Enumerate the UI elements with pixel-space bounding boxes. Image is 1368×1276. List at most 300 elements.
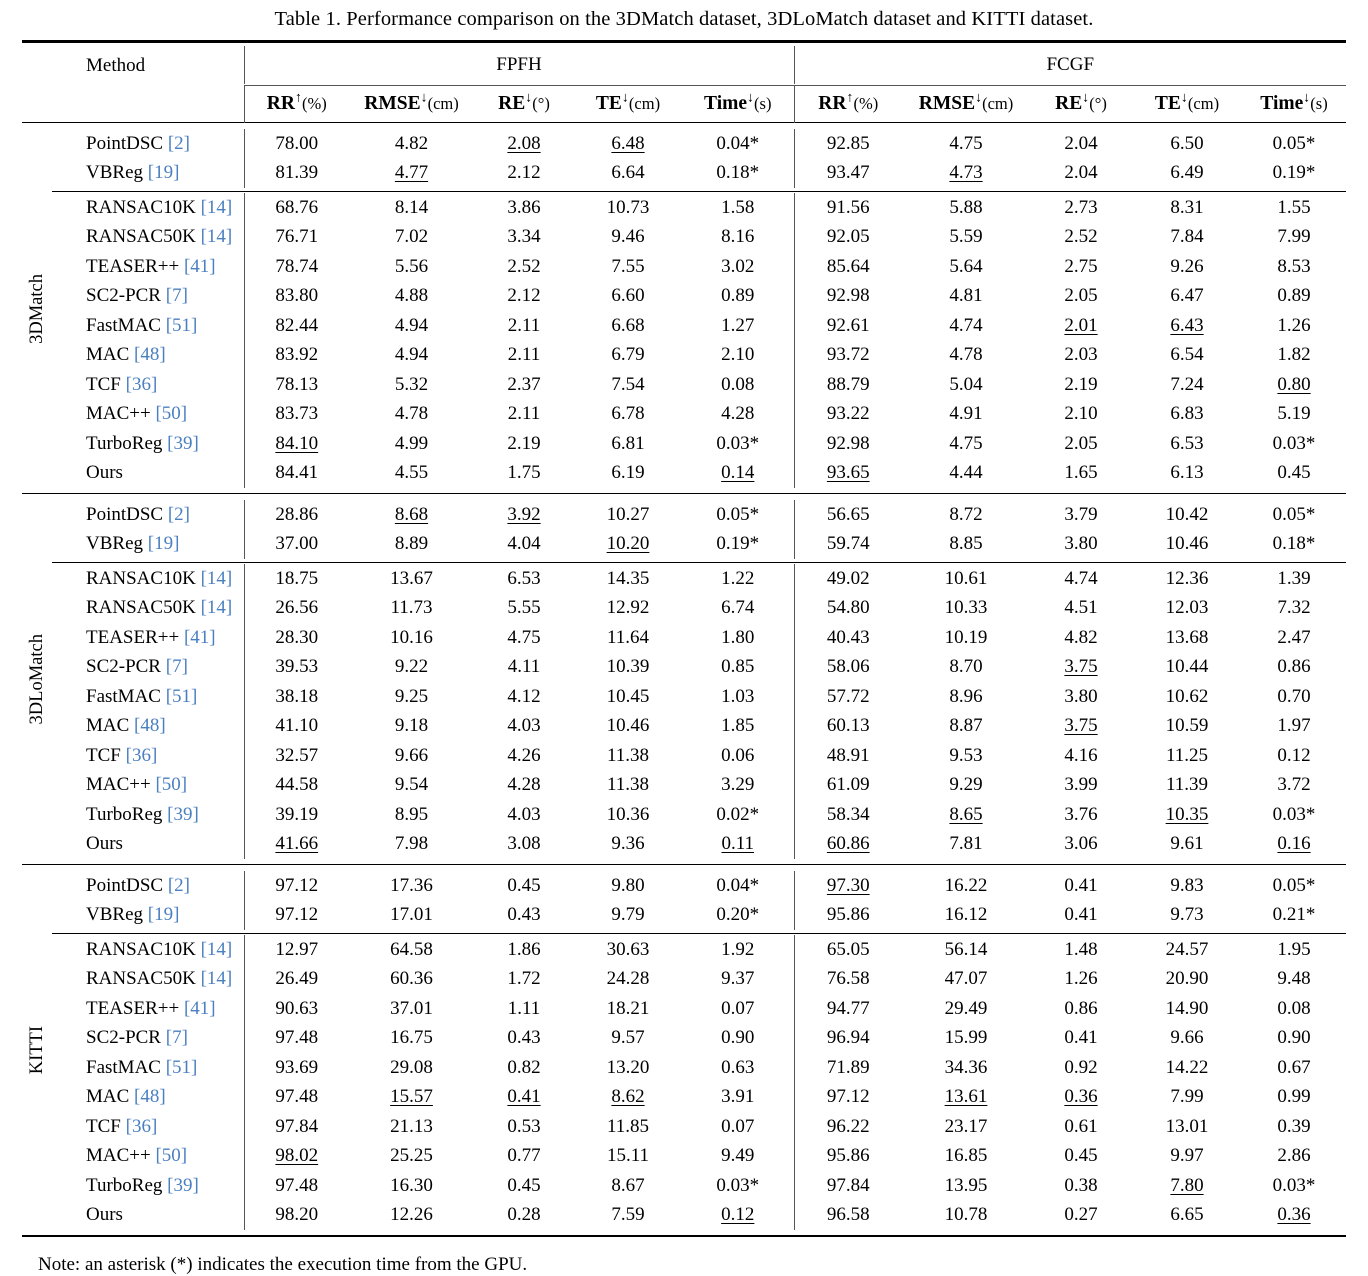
- metric-value-fcgf: 0.45: [1064, 1145, 1098, 1167]
- metric-value-fcgf: 96.94: [794, 1024, 902, 1054]
- citation-number: 14: [206, 226, 226, 248]
- metric-value-fpfh: 9.80: [611, 874, 645, 896]
- citation-reference[interactable]: [39]: [167, 803, 199, 825]
- metric-value-fcgf: 11.25: [1165, 744, 1209, 766]
- metric-value-fcgf: 4.44: [949, 462, 983, 484]
- citation-reference[interactable]: [48]: [134, 1086, 166, 1108]
- metric-value-fcgf: 4.51: [1064, 597, 1098, 619]
- metric-value-fpfh: 76.71: [244, 223, 349, 253]
- metric-value-fcgf: 40.43: [794, 623, 902, 653]
- metric-value-fcgf: 0.12: [1277, 744, 1311, 766]
- metric-value-fcgf: 0.61: [1064, 1115, 1098, 1137]
- metric-value-fcgf: 1.48: [1064, 938, 1098, 960]
- table-row: [22, 400, 1346, 430]
- citation-reference[interactable]: [50]: [155, 403, 188, 425]
- metric-value-fpfh: 0.20*: [716, 904, 760, 926]
- metric-value-fpfh: 9.18: [394, 715, 429, 737]
- metric-value-fcgf: 3.80: [1064, 533, 1098, 555]
- metric-value-fcgf: 34.36: [944, 1056, 988, 1078]
- citation-reference[interactable]: [51]: [165, 685, 198, 707]
- metric-value-fpfh: 28.30: [244, 623, 349, 653]
- metric-arrow-icon: ↓: [975, 90, 983, 106]
- metric-value-fcgf: 5.88: [949, 196, 983, 218]
- metric-value-fpfh: 24.28: [606, 968, 650, 990]
- metric-value-fpfh: 11.38: [606, 774, 650, 796]
- metric-value-fcgf: 0.05*: [1272, 503, 1316, 525]
- table-body: [22, 42, 1346, 1241]
- metric-value-fcgf: 92.85: [794, 129, 902, 159]
- metric-arrow-icon: ↓: [1082, 90, 1090, 106]
- metric-value-fcgf: 0.03*: [1272, 1174, 1316, 1196]
- metric-value-fcgf: 6.49: [1170, 162, 1204, 184]
- citation-number: 19: [154, 533, 174, 555]
- table-row: [22, 935, 1346, 965]
- metric-value-fpfh: 5.32: [394, 373, 429, 395]
- method-name: Ours: [86, 833, 123, 855]
- method-name-cell: [52, 223, 244, 253]
- citation-reference[interactable]: [19]: [147, 904, 180, 926]
- metric-unit: (%): [301, 94, 327, 113]
- metric-value-fpfh: 0.89: [721, 285, 755, 307]
- method-name: MAC++: [86, 403, 151, 425]
- metric-value-fpfh: 83.80: [244, 282, 349, 312]
- citation-reference[interactable]: [14]: [200, 226, 233, 248]
- metric-value-fpfh: 8.67: [611, 1174, 645, 1196]
- table-row: [22, 594, 1346, 624]
- metric-value-fpfh: 4.77: [394, 162, 429, 184]
- metric-value-fcgf: 4.73: [949, 162, 983, 184]
- metric-value-fpfh: 83.73: [244, 400, 349, 430]
- metric-value-fcgf: 6.83: [1170, 403, 1204, 425]
- metric-value-fcgf: 61.09: [794, 771, 902, 801]
- citation-number: 51: [172, 314, 192, 336]
- metric-value-fpfh: 6.74: [721, 597, 755, 619]
- column-header-fcgf-time: [1242, 86, 1346, 123]
- citation-number: 39: [173, 1174, 193, 1196]
- metric-value-fcgf: 13.68: [1165, 626, 1209, 648]
- citation-number: 19: [154, 904, 174, 926]
- metric-value-fcgf: 6.47: [1170, 285, 1204, 307]
- method-name-cell: [52, 311, 244, 341]
- metric-value-fcgf: 1.95: [1277, 938, 1311, 960]
- citation-reference[interactable]: [36]: [125, 373, 158, 395]
- citation-number: 36: [131, 744, 151, 766]
- metric-value-fcgf: 6.43: [1170, 314, 1204, 336]
- table-row: [22, 1112, 1346, 1142]
- metric-value-fcgf: 4.75: [949, 432, 983, 454]
- metric-value-fpfh: 78.00: [244, 129, 349, 159]
- metric-value-fpfh: 93.69: [244, 1053, 349, 1083]
- metric-value-fcgf: 96.58: [794, 1201, 902, 1231]
- method-name-cell: [52, 282, 244, 312]
- method-name: SC2-PCR: [86, 1027, 161, 1049]
- metric-value-fcgf: 6.65: [1170, 1204, 1204, 1226]
- metric-value-fcgf: 10.46: [1165, 533, 1209, 555]
- metric-value-fpfh: 4.78: [394, 403, 429, 425]
- metric-value-fpfh: 37.01: [390, 997, 433, 1019]
- column-header-fpfh-rmse: [349, 86, 474, 123]
- table-row: [22, 965, 1346, 995]
- citation-reference[interactable]: [19]: [147, 533, 180, 555]
- metric-value-fcgf: 94.77: [794, 994, 902, 1024]
- metric-value-fcgf: 95.86: [794, 901, 902, 931]
- citation-reference[interactable]: [19]: [147, 162, 180, 184]
- metric-value-fcgf: 9.83: [1170, 874, 1204, 896]
- metric-value-fpfh: 10.20: [606, 533, 650, 555]
- citation-reference[interactable]: [41]: [183, 997, 216, 1019]
- citation-number: 14: [206, 196, 226, 218]
- method-name: RANSAC10K: [86, 938, 196, 960]
- citation-reference[interactable]: [36]: [125, 1115, 158, 1137]
- metric-value-fcgf: 10.35: [1165, 803, 1209, 825]
- method-name: PointDSC: [86, 132, 164, 154]
- metric-value-fpfh: 10.16: [390, 626, 433, 648]
- table-row: [22, 1201, 1346, 1231]
- table-row: [22, 653, 1346, 683]
- metric-value-fcgf: 71.89: [794, 1053, 902, 1083]
- method-name: FastMAC: [86, 1056, 161, 1078]
- column-header-fpfh-re: [474, 86, 574, 123]
- metric-value-fcgf: 24.57: [1165, 938, 1209, 960]
- citation-reference[interactable]: [14]: [200, 597, 233, 619]
- method-name-cell: [52, 400, 244, 430]
- metric-value-fpfh: 0.07: [721, 1115, 755, 1137]
- metric-value-fcgf: 0.45: [1277, 462, 1311, 484]
- metric-value-fcgf: 93.65: [794, 459, 902, 489]
- metric-arrow-icon: ↓: [747, 90, 755, 106]
- method-name: TurboReg: [86, 1174, 163, 1196]
- metric-value-fcgf: 54.80: [794, 594, 902, 624]
- metric-value-fcgf: 2.04: [1064, 132, 1098, 154]
- metric-value-fcgf: 0.80: [1277, 373, 1311, 395]
- metric-unit: (s): [1310, 94, 1328, 113]
- metric-value-fcgf: 4.81: [949, 285, 983, 307]
- metric-value-fpfh: 8.89: [394, 533, 429, 555]
- table-row: [22, 129, 1346, 159]
- table-row: [22, 712, 1346, 742]
- metric-value-fpfh: 9.36: [611, 833, 645, 855]
- metric-value-fcgf: 10.19: [944, 626, 988, 648]
- table-row: [22, 370, 1346, 400]
- metric-value-fcgf: 47.07: [944, 968, 988, 990]
- metric-value-fcgf: 0.70: [1277, 685, 1311, 707]
- method-name-cell: [52, 1201, 244, 1231]
- metric-value-fcgf: 14.22: [1165, 1056, 1209, 1078]
- metric-value-fpfh: 0.06: [721, 744, 755, 766]
- method-name-cell: [52, 871, 244, 901]
- metric-value-fpfh: 6.79: [611, 344, 645, 366]
- metric-value-fpfh: 0.90: [721, 1027, 755, 1049]
- table-row: [22, 771, 1346, 801]
- metric-value-fpfh: 9.46: [611, 226, 645, 248]
- metric-value-fpfh: 0.85: [721, 656, 755, 678]
- metric-value-fpfh: 17.01: [390, 904, 433, 926]
- metric-value-fcgf: 0.99: [1277, 1086, 1311, 1108]
- metric-value-fcgf: 10.61: [944, 567, 988, 589]
- metric-value-fpfh: 7.98: [394, 833, 429, 855]
- metric-value-fpfh: 26.49: [244, 965, 349, 995]
- table-row: [22, 311, 1346, 341]
- metric-value-fcgf: 2.75: [1064, 255, 1098, 277]
- table-row: [22, 500, 1346, 530]
- citation-reference[interactable]: [50]: [155, 1145, 188, 1167]
- citation-number: 2: [174, 503, 184, 525]
- citation-reference[interactable]: [7]: [165, 656, 188, 678]
- metric-value-fcgf: 3.75: [1064, 656, 1098, 678]
- metric-value-fpfh: 8.14: [394, 196, 429, 218]
- citation-reference[interactable]: [39]: [167, 432, 199, 454]
- metric-value-fpfh: 97.12: [244, 901, 349, 931]
- citation-reference[interactable]: [14]: [200, 567, 233, 589]
- citation-number: 51: [172, 685, 192, 707]
- metric-value-fpfh: 7.59: [611, 1204, 645, 1226]
- method-name-cell: [52, 741, 244, 771]
- citation-reference[interactable]: [48]: [134, 344, 166, 366]
- metric-unit: (°): [532, 94, 550, 113]
- citation-reference[interactable]: [14]: [200, 196, 233, 218]
- metric-value-fcgf: 1.55: [1277, 196, 1311, 218]
- metric-value-fcgf: 93.72: [794, 341, 902, 371]
- method-name-cell: [52, 965, 244, 995]
- metric-value-fpfh: 97.12: [244, 871, 349, 901]
- metric-value-fpfh: 8.62: [611, 1086, 645, 1108]
- metric-value-fpfh: 9.25: [394, 685, 429, 707]
- metric-value-fpfh: 15.11: [606, 1145, 650, 1167]
- metric-value-fcgf: 9.29: [949, 774, 983, 796]
- metric-value-fpfh: 5.56: [394, 255, 429, 277]
- metric-value-fcgf: 6.50: [1170, 132, 1204, 154]
- metric-value-fpfh: 97.48: [244, 1171, 349, 1201]
- table-row: [22, 159, 1346, 189]
- citation-reference[interactable]: [48]: [134, 715, 166, 737]
- metric-name: TE: [595, 93, 622, 114]
- metric-value-fcgf: 0.41: [1064, 1027, 1098, 1049]
- metric-value-fcgf: 0.36: [1064, 1086, 1098, 1108]
- metric-value-fcgf: 16.22: [944, 874, 988, 896]
- table-row: [22, 1024, 1346, 1054]
- metric-value-fpfh: 0.41: [507, 1086, 541, 1108]
- metric-unit: (cm): [1187, 94, 1220, 113]
- metric-value-fpfh: 6.60: [611, 285, 645, 307]
- metric-value-fcgf: 6.13: [1170, 462, 1204, 484]
- metric-value-fcgf: 5.64: [949, 255, 983, 277]
- group-header-fcgf-label: FCGF: [1046, 54, 1095, 75]
- citation-reference[interactable]: [2]: [167, 132, 190, 154]
- metric-unit: (cm): [982, 94, 1014, 113]
- metric-value-fcgf: 97.84: [794, 1171, 902, 1201]
- metric-value-fcgf: 2.47: [1277, 626, 1311, 648]
- table-row: [22, 341, 1346, 371]
- method-name-cell: [52, 1112, 244, 1142]
- citation-reference[interactable]: [41]: [183, 626, 216, 648]
- method-name: VBReg: [86, 533, 143, 555]
- group-header-fcgf: [794, 46, 1346, 84]
- metric-value-fpfh: 78.74: [244, 252, 349, 282]
- metric-value-fcgf: 0.18*: [1272, 533, 1316, 555]
- metric-value-fcgf: 0.03*: [1272, 803, 1316, 825]
- table-row: [22, 994, 1346, 1024]
- metric-value-fpfh: 0.28: [507, 1204, 541, 1226]
- metric-value-fpfh: 1.22: [721, 567, 755, 589]
- column-header-fcgf-te: [1132, 86, 1242, 123]
- metric-value-fcgf: 58.34: [794, 800, 902, 830]
- table-row: [22, 741, 1346, 771]
- metric-value-fcgf: 95.86: [794, 1142, 902, 1172]
- table-row: [22, 252, 1346, 282]
- citation-reference[interactable]: [51]: [165, 314, 198, 336]
- metric-value-fpfh: 3.86: [507, 196, 541, 218]
- metric-value-fpfh: 1.85: [721, 715, 755, 737]
- method-name-cell: [52, 459, 244, 489]
- method-name-cell: [52, 1083, 244, 1113]
- method-name-cell: [52, 370, 244, 400]
- metric-value-fcgf: 0.89: [1277, 285, 1311, 307]
- performance-comparison-table: [22, 40, 1346, 1240]
- metric-value-fpfh: 0.04*: [716, 132, 760, 154]
- metric-name: TE: [1154, 93, 1181, 114]
- citation-number: 7: [172, 285, 182, 307]
- table-row: [22, 282, 1346, 312]
- method-name: TCF: [86, 1115, 121, 1137]
- citation-reference[interactable]: [7]: [165, 285, 188, 307]
- citation-reference[interactable]: [2]: [167, 874, 190, 896]
- metric-value-fpfh: 0.04*: [716, 874, 760, 896]
- citation-reference[interactable]: [2]: [167, 503, 190, 525]
- table-row: [22, 901, 1346, 931]
- citation-number: 41: [190, 255, 210, 277]
- column-header-fpfh-te: [574, 86, 682, 123]
- group-header-row: [22, 46, 1346, 84]
- metric-value-fcgf: 2.04: [1064, 162, 1098, 184]
- metric-value-fcgf: 8.53: [1277, 255, 1311, 277]
- metric-value-fcgf: 12.03: [1165, 597, 1209, 619]
- metric-value-fcgf: 0.03*: [1272, 432, 1316, 454]
- metric-name: RR: [266, 93, 295, 114]
- method-name-cell: [52, 429, 244, 459]
- table-row: [22, 564, 1346, 594]
- metric-value-fcgf: 85.64: [794, 252, 902, 282]
- metric-value-fcgf: 1.82: [1277, 344, 1311, 366]
- metric-value-fcgf: 2.73: [1064, 196, 1098, 218]
- metric-value-fpfh: 4.26: [507, 744, 541, 766]
- method-name-cell: [52, 771, 244, 801]
- metric-value-fpfh: 2.11: [507, 344, 541, 366]
- citation-reference[interactable]: [7]: [165, 1027, 188, 1049]
- citation-reference[interactable]: [50]: [155, 774, 188, 796]
- metric-value-fpfh: 6.64: [611, 162, 645, 184]
- method-name-cell: [52, 500, 244, 530]
- metric-name: Time: [704, 93, 748, 114]
- metric-value-fpfh: 1.11: [507, 997, 541, 1019]
- metric-value-fpfh: 0.53: [507, 1115, 541, 1137]
- citation-reference[interactable]: [14]: [200, 968, 233, 990]
- citation-reference[interactable]: [41]: [183, 255, 216, 277]
- metric-value-fcgf: 93.22: [794, 400, 902, 430]
- metric-value-fcgf: 2.01: [1064, 314, 1098, 336]
- metric-value-fcgf: 9.73: [1170, 904, 1204, 926]
- table-row: [22, 1142, 1346, 1172]
- rowgroup-label-3dlomatch: [22, 495, 52, 865]
- metric-value-fpfh: 3.91: [721, 1086, 755, 1108]
- metric-value-fpfh: 6.19: [611, 462, 645, 484]
- metric-value-fcgf: 16.85: [944, 1145, 988, 1167]
- metric-value-fcgf: 6.53: [1170, 432, 1204, 454]
- metric-value-fcgf: 8.87: [949, 715, 983, 737]
- method-name: Ours: [86, 1204, 123, 1226]
- metric-value-fpfh: 4.11: [507, 656, 541, 678]
- rowgroup-label-text: 3DMatch: [26, 273, 47, 344]
- metric-value-fpfh: 30.63: [606, 938, 650, 960]
- metric-value-fpfh: 2.10: [721, 344, 755, 366]
- metric-value-fcgf: 3.99: [1064, 774, 1098, 796]
- metric-value-fpfh: 0.77: [507, 1145, 541, 1167]
- metric-value-fpfh: 6.53: [507, 567, 541, 589]
- metric-value-fcgf: 10.33: [944, 597, 988, 619]
- method-name: TEASER++: [86, 626, 180, 648]
- metric-value-fpfh: 4.03: [507, 715, 541, 737]
- metric-value-fcgf: 8.70: [949, 656, 983, 678]
- table-row: [22, 193, 1346, 223]
- metric-value-fpfh: 28.86: [244, 500, 349, 530]
- table-row: [22, 1083, 1346, 1113]
- metric-arrow-icon: ↓: [420, 90, 428, 106]
- citation-number: 14: [206, 567, 226, 589]
- metric-value-fpfh: 6.78: [611, 403, 645, 425]
- metric-value-fcgf: 91.56: [794, 193, 902, 223]
- metric-value-fcgf: 7.99: [1170, 1086, 1204, 1108]
- metric-value-fcgf: 10.78: [944, 1204, 988, 1226]
- metric-value-fpfh: 9.49: [721, 1145, 755, 1167]
- metric-value-fpfh: 4.28: [721, 403, 755, 425]
- metric-value-fcgf: 1.97: [1277, 715, 1311, 737]
- metric-value-fpfh: 0.07: [721, 997, 755, 1019]
- method-name-cell: [52, 530, 244, 560]
- citation-reference[interactable]: [36]: [125, 744, 158, 766]
- metric-value-fpfh: 4.04: [507, 533, 541, 555]
- metric-value-fpfh: 4.94: [394, 344, 429, 366]
- method-name: SC2-PCR: [86, 285, 161, 307]
- metric-value-fpfh: 4.55: [394, 462, 429, 484]
- metric-value-fpfh: 3.02: [721, 255, 755, 277]
- metric-value-fpfh: 9.57: [611, 1027, 645, 1049]
- metric-value-fcgf: 1.65: [1064, 462, 1098, 484]
- metric-value-fpfh: 78.13: [244, 370, 349, 400]
- method-column-header: Method: [86, 54, 146, 76]
- metric-value-fpfh: 4.99: [394, 432, 429, 454]
- metric-value-fcgf: 0.38: [1064, 1174, 1098, 1196]
- metric-value-fpfh: 1.80: [721, 626, 755, 648]
- table-row: [22, 459, 1346, 489]
- metric-value-fcgf: 59.74: [794, 530, 902, 560]
- metric-value-fpfh: 3.08: [507, 833, 541, 855]
- metric-value-fcgf: 10.59: [1165, 715, 1209, 737]
- citation-reference[interactable]: [39]: [167, 1174, 199, 1196]
- metric-value-fpfh: 8.95: [394, 803, 429, 825]
- table-row: [22, 800, 1346, 830]
- metric-value-fcgf: 2.19: [1064, 373, 1098, 395]
- metric-value-fcgf: 0.92: [1064, 1056, 1098, 1078]
- citation-reference[interactable]: [51]: [165, 1056, 198, 1078]
- metric-value-fpfh: 1.72: [507, 968, 541, 990]
- metric-value-fpfh: 1.92: [721, 938, 755, 960]
- metric-value-fpfh: 2.37: [507, 373, 541, 395]
- metric-value-fpfh: 0.82: [507, 1056, 541, 1078]
- metric-value-fcgf: 10.62: [1165, 685, 1209, 707]
- citation-reference[interactable]: [14]: [200, 938, 233, 960]
- citation-number: 39: [173, 803, 193, 825]
- citation-number: 48: [140, 344, 160, 366]
- method-name: FastMAC: [86, 314, 161, 336]
